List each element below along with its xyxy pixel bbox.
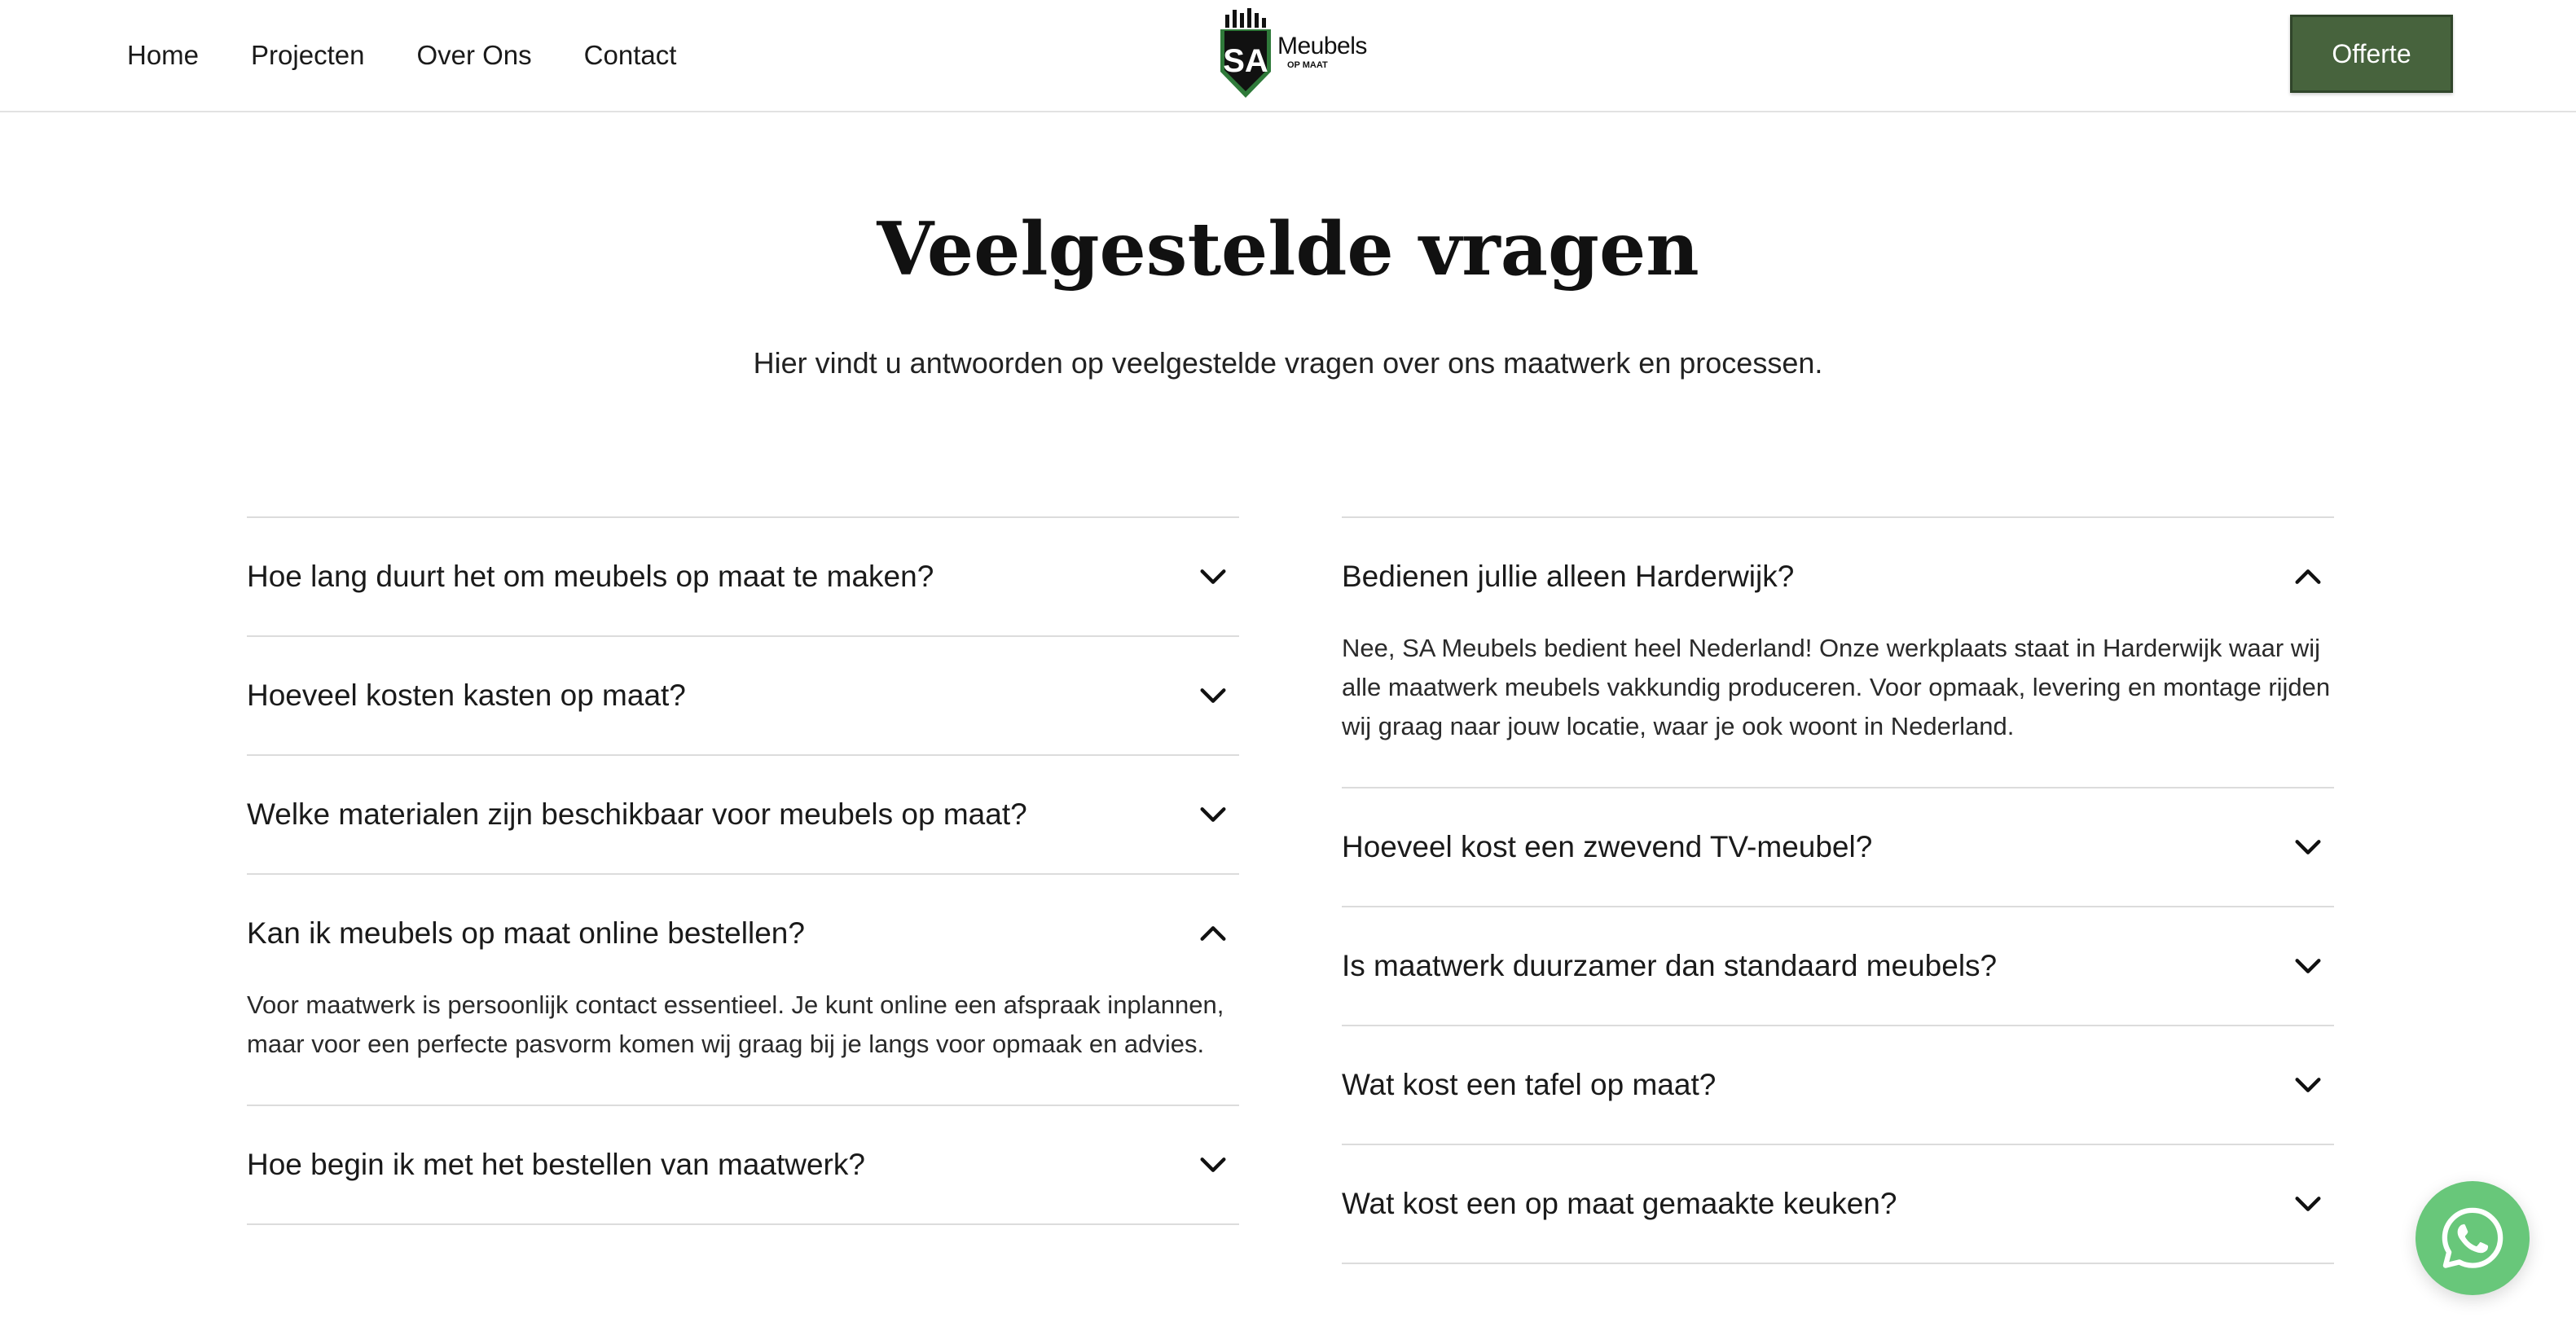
faq-question-toggle[interactable] bbox=[247, 637, 1239, 754]
faq-question-text: Hoe lang duurt het om meubels op maat te maken? bbox=[247, 560, 934, 593]
faq-column-right bbox=[1342, 516, 2334, 1264]
faq-question-toggle[interactable] bbox=[1342, 788, 2334, 906]
faq-column-left bbox=[247, 516, 1239, 1225]
faq-question-text: Welke materialen zijn beschikbaar voor meubels op maat? bbox=[247, 797, 1027, 831]
faq-question-toggle[interactable] bbox=[247, 875, 1239, 992]
site-logo[interactable] bbox=[1219, 7, 1365, 101]
faq-item bbox=[247, 754, 1239, 873]
logo-tagline: OP MAAT bbox=[1287, 60, 1328, 70]
faq-item bbox=[1342, 787, 2334, 906]
faq-question-text: Hoeveel kosten kasten op maat? bbox=[247, 679, 686, 712]
faq-item bbox=[247, 1105, 1239, 1225]
chevron-down-icon bbox=[1197, 1149, 1229, 1181]
faq-question-text: Is maatwerk duurzamer dan standaard meubels? bbox=[1342, 949, 1998, 982]
page-subtitle: Hier vindt u antwoorden op veelgestelde vragen over ons maatwerk en processen. bbox=[753, 346, 1823, 380]
faq-item bbox=[247, 516, 1239, 635]
faq-question-text: Wat kost een op maat gemaakte keuken? bbox=[1342, 1187, 1897, 1220]
faq-question-text: Bedienen jullie alleen Harderwijk? bbox=[1342, 560, 1795, 593]
faq-question-toggle[interactable] bbox=[247, 518, 1239, 635]
faq-item bbox=[1342, 1025, 2334, 1144]
faq-question-toggle[interactable] bbox=[1342, 1026, 2334, 1144]
logo-monogram: SA bbox=[1223, 43, 1268, 79]
faq-item-expanded bbox=[1342, 516, 2334, 787]
nav-over-ons-link[interactable]: Over Ons bbox=[416, 40, 532, 70]
faq-question-toggle[interactable] bbox=[247, 756, 1239, 873]
nav-contact-link[interactable]: Contact bbox=[583, 40, 677, 70]
faq-question-text: Hoeveel kost een zwevend TV-meubel? bbox=[1342, 830, 1873, 863]
logo-name: Meubels bbox=[1277, 33, 1367, 59]
chevron-down-icon bbox=[2292, 831, 2324, 863]
chevron-up-icon bbox=[1197, 917, 1229, 950]
chevron-down-icon bbox=[2292, 1069, 2324, 1101]
chevron-down-icon bbox=[1197, 560, 1229, 593]
faq-question-toggle[interactable] bbox=[1342, 1145, 2334, 1263]
faq-question-text: Hoe begin ik met het bestellen van maatwerk? bbox=[247, 1148, 865, 1181]
faq-item bbox=[1342, 1144, 2334, 1264]
chevron-down-icon bbox=[2292, 1188, 2324, 1220]
faq-question-text: Wat kost een tafel op maat? bbox=[1342, 1068, 1717, 1101]
faq-answer: Voor maatwerk is persoonlijk contact essentieel. Je kunt online een afspraak inplannen, maar voor een perfecte pasvorm komen wij graag bij je langs voor opmaak en advies. bbox=[247, 990, 1224, 1058]
faq-item bbox=[247, 635, 1239, 754]
faq-question-toggle[interactable] bbox=[1342, 907, 2334, 1025]
faq-question-toggle[interactable] bbox=[247, 1106, 1239, 1223]
logo-emblem bbox=[1219, 7, 1276, 101]
faq-question-toggle[interactable] bbox=[1342, 518, 2334, 635]
chevron-down-icon bbox=[2292, 950, 2324, 982]
site-header bbox=[0, 0, 2576, 112]
offerte-button[interactable]: Offerte bbox=[2290, 15, 2453, 93]
nav-home-link[interactable]: Home bbox=[127, 40, 200, 70]
whatsapp-chat-button[interactable] bbox=[2416, 1181, 2530, 1295]
page-title: Veelgestelde vragen bbox=[877, 206, 1699, 292]
chevron-down-icon bbox=[1197, 798, 1229, 831]
chevron-down-icon bbox=[1197, 679, 1229, 712]
main-nav bbox=[127, 0, 676, 111]
whatsapp-icon bbox=[2438, 1204, 2507, 1272]
nav-projecten-link[interactable]: Projecten bbox=[251, 40, 365, 70]
faq-item bbox=[1342, 906, 2334, 1025]
faq-answer: Nee, SA Meubels bedient heel Nederland! Onze werkplaats staat in Harderwijk waar wij alle maatwerk meubels vakkundig produceren. Voor opmaak, levering en montage rijden wij graag naar jouw locatie, waar je ook woont in Nederland. bbox=[1342, 634, 2331, 740]
faq-question-text: Kan ik meubels op maat online bestellen? bbox=[247, 916, 805, 950]
faq-item-expanded bbox=[247, 873, 1239, 1105]
chevron-up-icon bbox=[2292, 560, 2324, 593]
